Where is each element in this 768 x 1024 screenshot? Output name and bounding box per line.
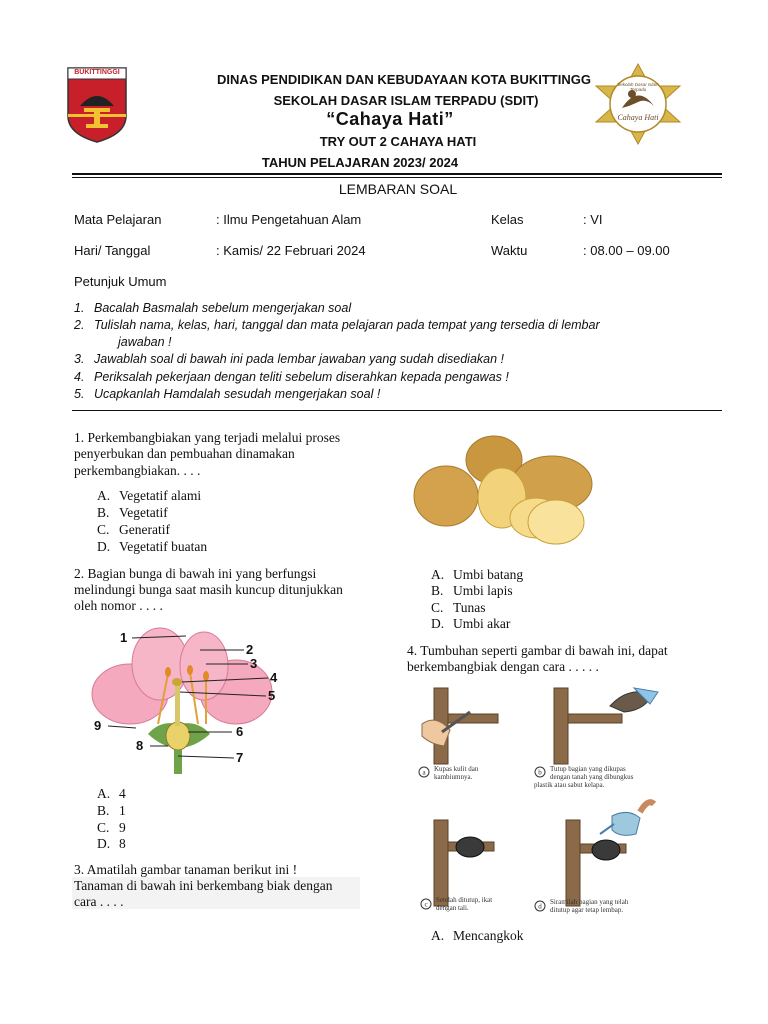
question-4-line: berkembangbiak dengan cara . . . . .: [407, 659, 599, 674]
q2-option-c[interactable]: C. 9: [97, 820, 126, 835]
instruction-item: 4. Periksalah pekerjaan dengan teliti sebelum diserahkan kepada pengawas !: [74, 370, 509, 384]
class-value: : VI: [583, 212, 603, 227]
question-1-line: 1. Perkembangbiakan yang terjadi melalui proses: [74, 430, 341, 445]
question-3-line: cara . . . .: [74, 894, 124, 909]
step-c-caption: dengan tali.: [436, 904, 469, 912]
flower-label-2: 2: [246, 642, 254, 657]
q2-option-a[interactable]: A. 4: [97, 786, 126, 801]
flower-label-4: 4: [270, 670, 278, 685]
sheet-title: LEMBARAN SOAL: [338, 181, 458, 197]
flower-diagram: [88, 624, 298, 774]
class-label: Kelas: [491, 212, 524, 227]
q1-option-a[interactable]: A. Vegetatif alami: [97, 488, 202, 503]
question-3-line: Tanaman di bawah ini berkembang biak dengan: [74, 878, 333, 893]
step-b-caption: plastik atau sabut kelapa.: [534, 781, 605, 789]
question-2-line: melindungi bunga saat masih kuncup ditunjukkan: [74, 582, 343, 597]
question-3-line: 3. Amatilah gambar tanaman berikut ini !: [74, 862, 298, 877]
q1-option-d[interactable]: D. Vegetatif buatan: [97, 539, 208, 554]
q2-option-d[interactable]: D. 8: [97, 836, 126, 851]
header-line-1: DINAS PENDIDIKAN DAN KEBUDAYAAN KOTA BUKITTINGG: [217, 72, 591, 87]
instructions-divider: [72, 410, 722, 411]
q3-option-c[interactable]: C. Tunas: [431, 600, 486, 615]
question-4-line: 4. Tumbuhan seperti gambar di bawah ini, dapat: [407, 643, 668, 658]
grafting-steps-illustration: [414, 684, 664, 920]
step-a-mark: a: [422, 768, 426, 777]
q1-option-b[interactable]: B. Vegetatif: [97, 505, 168, 520]
flower-label-8: 8: [136, 738, 144, 753]
subject-value: : Ilmu Pengetahuan Alam: [216, 212, 362, 227]
flower-label-3: 3: [250, 656, 258, 671]
step-b-caption: dengan tanah yang dibungkus: [550, 773, 634, 781]
question-2-line: 2. Bagian bunga di bawah ini yang berfungsi: [74, 566, 317, 581]
date-label: Hari/ Tanggal: [74, 243, 151, 258]
instruction-item: 5. Ucapkanlah Hamdalah sesudah mengerjakan soal !: [74, 387, 381, 401]
instructions-title: Petunjuk Umum: [74, 274, 167, 289]
right-logo-arc: Sekolah Dasar Islam Terpadu: [617, 82, 659, 92]
flower-label-9: 9: [94, 718, 102, 733]
instruction-item: 2. Tulislah nama, kelas, hari, tanggal dan mata pelajaran pada tempat yang tersedia di lembar: [74, 318, 600, 332]
q3-option-a[interactable]: A. Umbi batang: [431, 567, 524, 582]
header-line-3: “Cahaya Hati”: [326, 109, 454, 129]
left-logo-text: BUKITTINGGI: [74, 69, 120, 76]
q4-option-a[interactable]: A. Mencangkok: [431, 928, 524, 943]
flower-label-6: 6: [236, 724, 244, 739]
time-label: Waktu: [491, 243, 528, 258]
flower-label-5: 5: [268, 688, 276, 703]
q3-option-b[interactable]: B. Umbi lapis: [431, 583, 513, 598]
instruction-item: 1. Bacalah Basmalah sebelum mengerjakan soal: [74, 301, 352, 315]
potato-image: [406, 428, 596, 556]
step-a-caption: Kupas kulit dan: [434, 765, 479, 773]
right-logo-text: Cahaya Hati: [617, 113, 659, 122]
question-1-line: penyerbukan dan pembuahan dinamakan: [74, 446, 295, 461]
instruction-item: jawaban !: [118, 335, 172, 349]
step-d-caption: ditutup agar tetap lembap.: [550, 906, 624, 914]
header-line-5: TAHUN PELAJARAN 2023/ 2024: [261, 155, 459, 170]
flower-label-1: 1: [120, 630, 128, 645]
header-line-4: TRY OUT 2 CAHAYA HATI: [319, 134, 477, 149]
q1-option-c[interactable]: C. Generatif: [97, 522, 170, 537]
header-divider: [72, 173, 722, 175]
step-b-mark: b: [538, 768, 542, 777]
step-c-caption: Setelah ditutup, ikat: [436, 896, 493, 904]
time-value: : 08.00 – 09.00: [583, 243, 670, 258]
step-c-mark: c: [424, 900, 428, 909]
flower-label-7: 7: [236, 750, 244, 765]
instruction-item: 3. Jawablah soal di bawah ini pada lembar jawaban yang sudah disediakan !: [74, 352, 504, 366]
step-d-mark: d: [538, 902, 542, 911]
subject-label: Mata Pelajaran: [74, 212, 162, 227]
q2-option-b[interactable]: B. 1: [97, 803, 126, 818]
question-2-line: oleh nomor . . . .: [74, 598, 163, 613]
question-1-line: perkembangbiakan. . . .: [74, 463, 201, 478]
step-b-caption: Tutup bagian yang dikupas: [550, 765, 626, 773]
date-value: : Kamis/ 22 Februari 2024: [216, 243, 366, 258]
header-divider-thin: [72, 177, 722, 178]
step-a-caption: kambiumnya.: [434, 773, 473, 781]
step-d-caption: Siramilah bagian yang telah: [550, 898, 629, 906]
q3-option-d[interactable]: D. Umbi akar: [431, 616, 511, 631]
header-line-2: SEKOLAH DASAR ISLAM TERPADU (SDIT): [273, 93, 539, 108]
